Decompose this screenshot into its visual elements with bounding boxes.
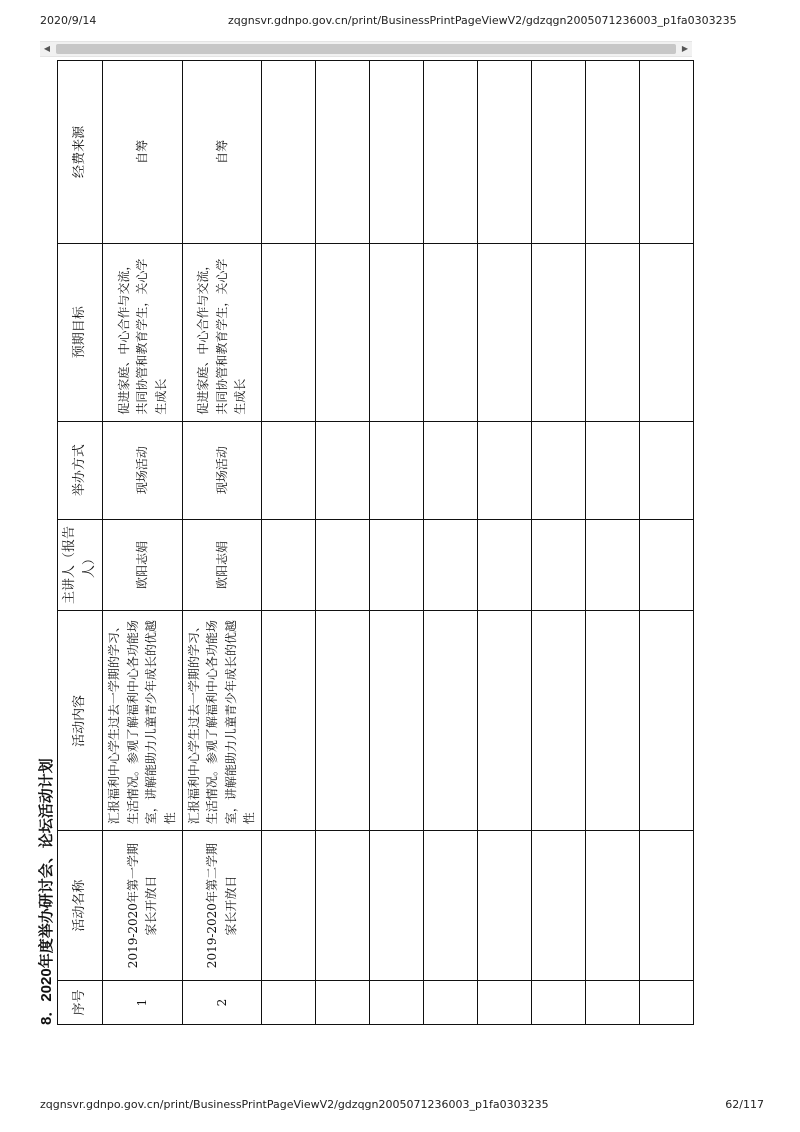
empty-row — [640, 61, 694, 1025]
empty-row — [424, 61, 478, 1025]
empty-row — [478, 61, 532, 1025]
scrollbar-thumb[interactable] — [56, 44, 676, 54]
cell-goal: 促进家庭、中心合作与交流，共同协管和教育学生，关心学生成长 — [182, 243, 261, 421]
section-title: 8．2020年度举办研讨会、论坛活动计划 — [38, 758, 55, 1025]
cell-speaker: 欧阳志娟 — [182, 519, 261, 611]
cell-name: 2019-2020年第一学期家长开放日 — [103, 831, 182, 981]
page-number: 62/117 — [725, 1098, 764, 1111]
table-header-row — [58, 61, 103, 1025]
horizontal-scrollbar[interactable] — [40, 41, 692, 57]
empty-row — [370, 61, 424, 1025]
empty-row — [586, 61, 640, 1025]
activity-plan-table — [57, 60, 694, 1025]
table-row — [103, 61, 182, 1025]
empty-row — [262, 61, 316, 1025]
header-content: 活动内容 — [58, 611, 103, 831]
cell-content: 汇报福利中心学生过去一学期的学习、生活情况。参观了解福利中心各功能场室，讲解能助力儿童青少年成长的优越性 — [103, 611, 182, 831]
rotated-page-content — [35, 60, 695, 1025]
table-row — [182, 61, 261, 1025]
cell-speaker: 欧阳志娟 — [103, 519, 182, 611]
cell-seq: 1 — [103, 981, 182, 1025]
header-name: 活动名称 — [58, 831, 103, 981]
empty-row — [316, 61, 370, 1025]
scroll-right-icon[interactable]: ▶ — [681, 44, 689, 53]
print-footer-url: zqgnsvr.gdnpo.gov.cn/print/BusinessPrintPageViewV2/gdzqgn2005071236003_p1fa0303235 — [40, 1098, 549, 1111]
scroll-left-icon[interactable]: ◀ — [43, 44, 51, 53]
header-speaker: 主讲人（报告人） — [58, 519, 103, 611]
cell-method: 现场活动 — [103, 421, 182, 519]
cell-goal: 促进家庭、中心合作与交流，共同协管和教育学生，关心学生成长 — [103, 243, 182, 421]
header-seq: 序号 — [58, 981, 103, 1025]
cell-name: 2019-2020年第二学期家长开放日 — [182, 831, 261, 981]
print-date: 2020/9/14 — [40, 14, 97, 27]
cell-funding: 自筹 — [182, 61, 261, 244]
header-method: 举办方式 — [58, 421, 103, 519]
cell-seq: 2 — [182, 981, 261, 1025]
empty-row — [532, 61, 586, 1025]
print-header-url: zqgnsvr.gdnpo.gov.cn/print/BusinessPrintPageViewV2/gdzqgn2005071236003_p1fa0303235 — [228, 14, 737, 27]
cell-funding: 自筹 — [103, 61, 182, 244]
cell-content: 汇报福利中心学生过去一学期的学习、生活情况。参观了解福利中心各功能场室，讲解能助力儿童青少年成长的优越性 — [182, 611, 261, 831]
header-funding: 经费来源 — [58, 61, 103, 244]
header-goal: 预期目标 — [58, 243, 103, 421]
cell-method: 现场活动 — [182, 421, 261, 519]
